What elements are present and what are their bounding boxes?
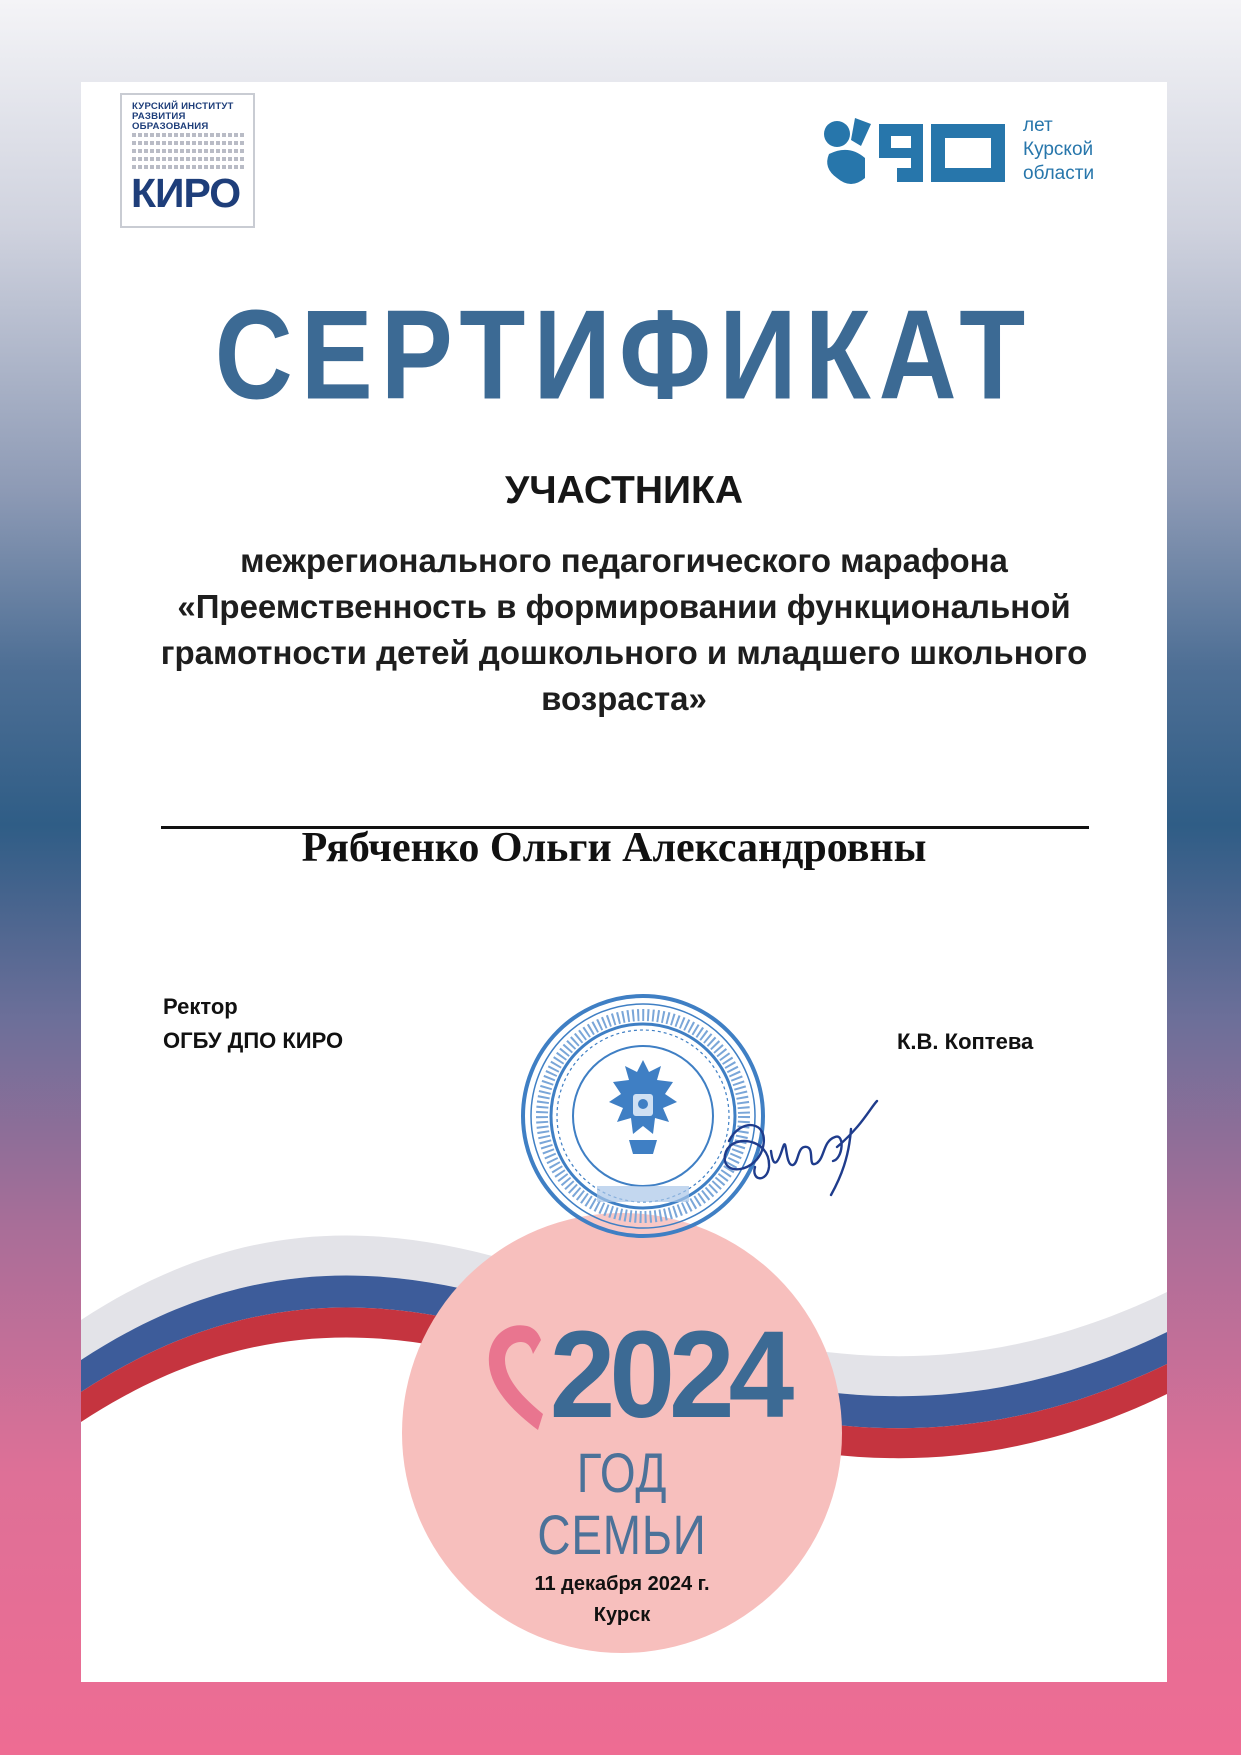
anniversary-caption-line2: Курской xyxy=(1023,139,1094,160)
year-number: 2024 xyxy=(549,1305,789,1445)
event-line: межрегионального педагогического марафона xyxy=(240,542,1008,579)
year-caption: ГОД СЕМЬИ xyxy=(537,1441,707,1566)
signature-icon xyxy=(711,1097,881,1207)
signatory-title: Ректор xyxy=(163,994,238,1019)
anniversary-caption-line3: области xyxy=(1023,163,1095,184)
kiro-caption-line2: РАЗВИТИЯ ОБРАЗОВАНИЯ xyxy=(132,111,209,132)
event-line: возраста» xyxy=(541,680,707,717)
certificate-title: СЕРТИФИКАТ xyxy=(214,282,1034,426)
certificate-subtitle: УЧАСТНИКА xyxy=(504,469,744,512)
signatory-organization: ОГБУ ДПО КИРО xyxy=(163,1028,344,1053)
certificate-sheet xyxy=(81,82,1167,1682)
event-description xyxy=(91,538,1157,722)
participant-name: Рябченко Ольги Александровны xyxy=(301,825,927,871)
kiro-caption-line1: КУРСКИЙ ИНСТИТУТ xyxy=(132,101,234,112)
kiro-building-pattern xyxy=(132,133,246,169)
event-line: «Преемственность в формировании функциональной xyxy=(177,588,1071,625)
issue-city: Курск xyxy=(593,1604,651,1626)
kiro-caption xyxy=(132,102,247,132)
kiro-logo xyxy=(120,93,255,228)
anniversary-logo xyxy=(821,112,1141,212)
anniversary-caption-line1: лет xyxy=(1023,115,1053,136)
kiro-wordmark: КИРО xyxy=(131,170,241,216)
issue-date: 11 декабря 2024 г. xyxy=(534,1573,710,1595)
anniversary-mark-icon xyxy=(821,112,1021,212)
anniversary-caption xyxy=(1023,114,1133,186)
event-line: грамотности детей дошкольного и младшего школьного xyxy=(160,634,1088,671)
signatory-name: К.В. Коптева xyxy=(897,1029,1034,1054)
